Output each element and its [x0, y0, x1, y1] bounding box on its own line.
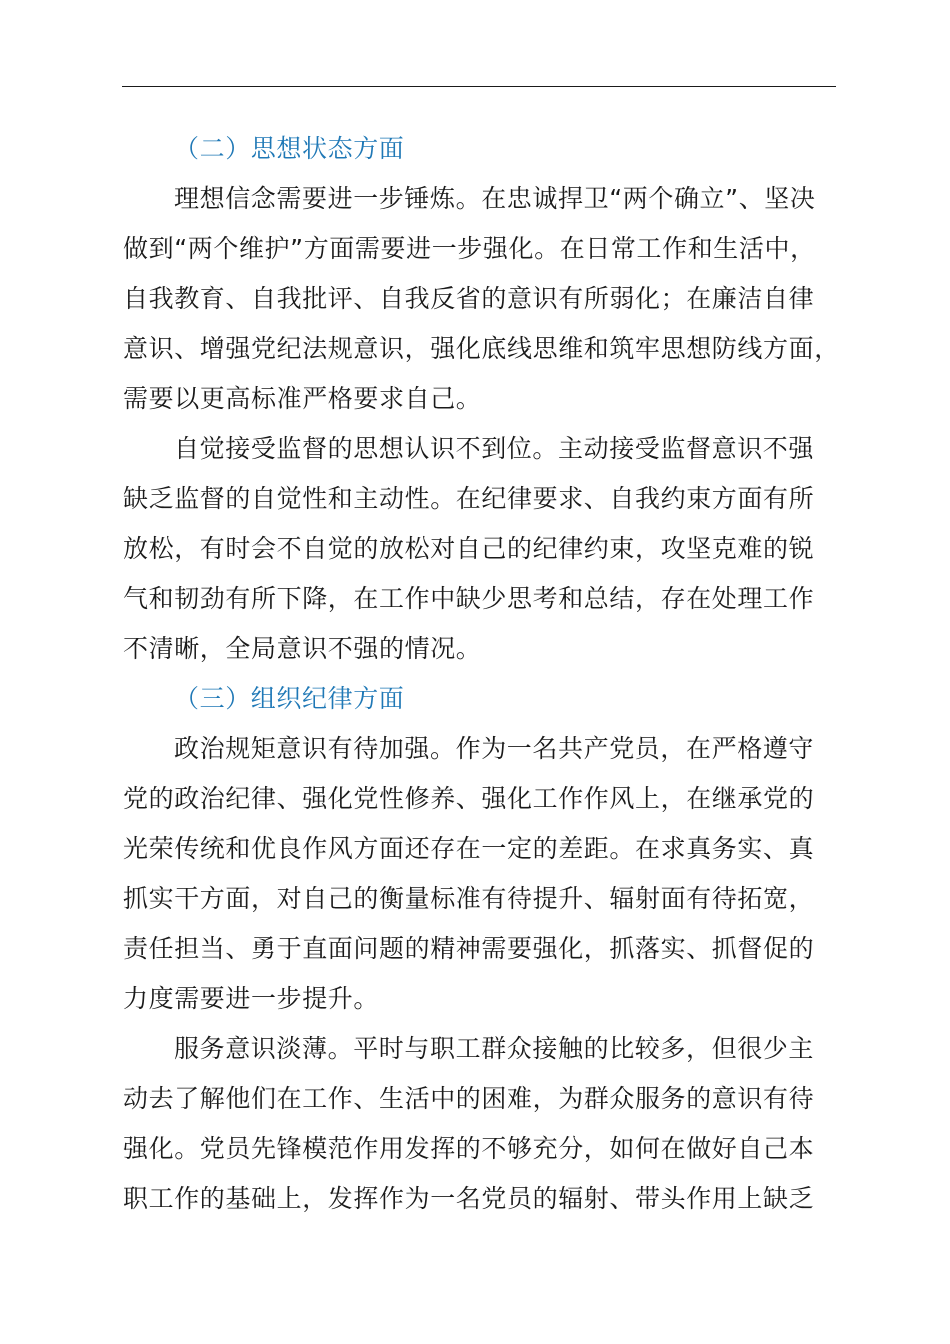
paragraph-1-line-4: 意识、增强党纪法规意识，强化底线思维和筑牢思想防线方面，	[123, 334, 840, 363]
paragraph-2-line-2: 缺乏监督的自觉性和主动性。在纪律要求、自我约束方面有所	[123, 484, 815, 513]
paragraph-4-line-4: 职工作的基础上，发挥作为一名党员的辐射、带头作用上缺乏	[123, 1184, 815, 1213]
paragraph-3-line-4: 抓实干方面，对自己的衡量标准有待提升、辐射面有待拓宽，	[123, 884, 815, 913]
paragraph-2-line-1: 自觉接受监督的思想认识不到位。主动接受监督意识不强	[174, 434, 815, 463]
paragraph-1-line-2: 做到“两个维护”方面需要进一步强化。在日常工作和生活中，	[123, 234, 816, 263]
paragraph-1-line-1: 理想信念需要进一步锤炼。在忠诚捍卫“两个确立”、坚决	[174, 184, 816, 213]
paragraph-3-line-6: 力度需要进一步提升。	[123, 984, 380, 1013]
paragraph-1-line-5: 需要以更高标准严格要求自己。	[123, 384, 482, 413]
header-rule	[122, 86, 836, 87]
section-heading-2: （二）思想状态方面	[174, 134, 405, 163]
paragraph-2-line-4: 气和韧劲有所下降，在工作中缺少思考和总结，存在处理工作	[123, 584, 815, 613]
paragraph-4-line-1: 服务意识淡薄。平时与职工群众接触的比较多，但很少主	[174, 1034, 815, 1063]
paragraph-3-line-3: 光荣传统和优良作风方面还存在一定的差距。在求真务实、真	[123, 834, 815, 863]
paragraph-3-line-1: 政治规矩意识有待加强。作为一名共产党员，在严格遵守	[174, 734, 815, 763]
document-body	[123, 124, 840, 1224]
section-heading-3: （三）组织纪律方面	[174, 684, 405, 713]
paragraph-4-line-2: 动去了解他们在工作、生活中的困难，为群众服务的意识有待	[123, 1084, 815, 1113]
paragraph-2-line-5: 不清晰，全局意识不强的情况。	[123, 634, 482, 663]
paragraph-3-line-5: 责任担当、勇于直面问题的精神需要强化，抓落实、抓督促的	[123, 934, 815, 963]
paragraph-4-line-3: 强化。党员先锋模范作用发挥的不够充分，如何在做好自己本	[123, 1134, 815, 1163]
paragraph-1-line-3: 自我教育、自我批评、自我反省的意识有所弱化；在廉洁自律	[123, 284, 815, 313]
paragraph-3-line-2: 党的政治纪律、强化党性修养、强化工作作风上，在继承党的	[123, 784, 815, 813]
paragraph-2-line-3: 放松，有时会不自觉的放松对自己的纪律约束，攻坚克难的锐	[123, 534, 815, 563]
